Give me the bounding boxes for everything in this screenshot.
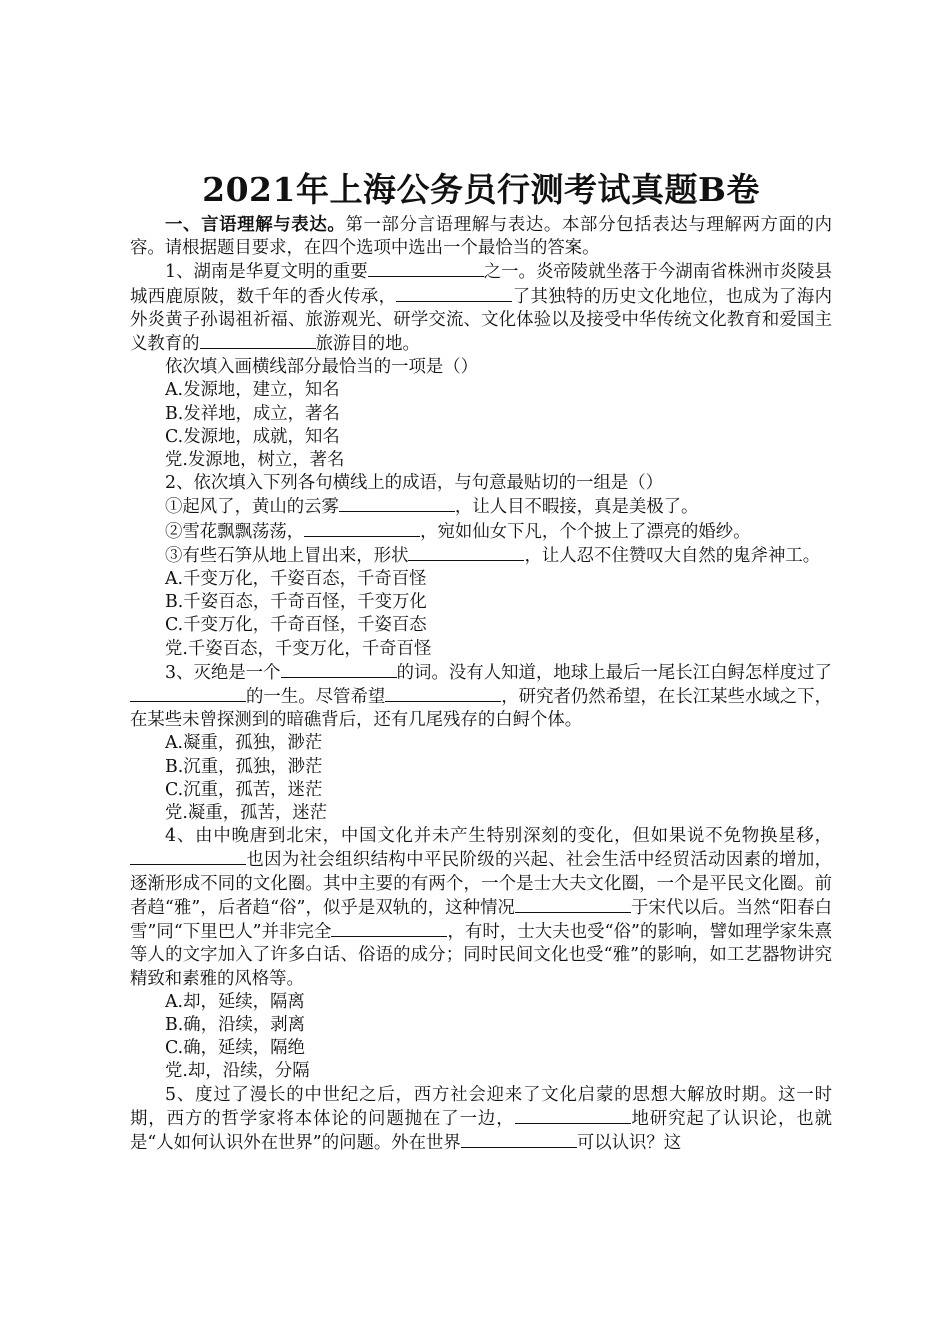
answer-blank [515,896,631,913]
answer-blank [339,495,455,512]
q3-option-b: B.沉重，孤独，渺茫 [165,756,323,777]
q2-option-b: B.千姿百态，千奇百怪，千变万化 [165,592,427,613]
question-4-stem [130,825,832,990]
q1-text-3: 了其独特的历史文化地位，也成为了海内外炎黄子孙谒祖祈福、旅游观光、研学交流、文化体验以及接受中华传统文化教育和爱国主义教育的 [130,286,832,355]
answer-blank [331,920,447,937]
q2-option-c: C.千变万化，千奇百怪，千姿百态 [165,615,427,636]
q3-text-4: ，研究者仍然希望，在长江某些水域之下，在某些未曾探测到的暗礁背后，还有几尾残存的白鲟个体。 [130,687,832,731]
q2-s2-text-a: ②雪花飘飘荡荡， [165,521,305,542]
q4-text-2: 也因为社会组织结构中平民阶级的兴起、社会生活中经贸活动因素的增加，逐渐形成不同的文化圈。其中主要的有两个，一个是士大夫文化圈，一个是平民文化圈。前者趋“雅”，后者趋“俗”，似乎是双轨的，这种情况 [130,850,832,918]
q2-sentence-3 [130,544,832,568]
q1-text-1: 1、湖南是华夏文明的重要 [165,262,368,283]
q2-s1-text-b: ，让人目不暇接，真是美极了。 [454,497,699,518]
q4-text-4: ，有时，士大夫也受“俗”的影响，譬如理学家朱熹等人的文字加入了许多白话、俗语的成分；同时民间文化也受“雅”的影响，如工艺器物讲究精致和素雅的风格等。 [130,922,832,989]
q2-option-d: 党.千姿百态，千变万化，千奇百怪 [165,638,432,659]
q4-option-a: A.却，延续，隔离 [165,991,305,1012]
question-3-stem [130,661,832,733]
q2-s2-text-b: ，宛如仙女下凡，个个披上了漂亮的婚纱。 [420,521,751,542]
q2-sentence-2 [130,520,832,544]
answer-blank [281,661,397,678]
q3-option-d: 党.凝重，孤苦，迷茫 [165,803,328,824]
answer-blank [368,260,484,277]
q3-text-2: 的词。没有人知道，地球上最后一尾长江白鲟怎样度过了 [396,662,832,683]
answer-blank [515,1107,631,1124]
document-page [130,168,832,1155]
answer-blank [130,848,246,865]
q2-option-a: A.千变万化，千姿百态，千奇百怪 [165,569,427,590]
q2-s1-text-a: ①起风了，黄山的云雾 [165,497,339,518]
q3-option-c: C.沉重，孤苦，迷茫 [165,779,323,800]
q4-option-b: B.确，沿续，剥离 [165,1014,306,1035]
q1-option-a: A.发源地，建立，知名 [165,380,340,401]
q1-option-d: 党.发源地，树立，著名 [165,450,345,471]
q4-option-d: 党.却，沿续，分隔 [165,1061,310,1082]
q1-text-2: 之一。炎帝陵就坐落于今湖南省株洲市炎陵县城西鹿原陂，数千年的香火传承， [130,262,832,307]
q2-s3-text-a: ③有些石笋从地上冒出来，形状 [165,545,409,566]
q1-option-b: B.发祥地，成立，著名 [165,403,340,424]
q3-text-1: 3、灭绝是一个 [165,662,281,683]
question-1-prompt: 依次填入画横线部分最恰当的一项是（） [165,357,479,378]
document-title: 2021年上海公务员行测考试真题B卷 [202,170,760,209]
q4-option-c: C.确，延续，隔绝 [165,1038,305,1059]
q4-text-3: 于宋代以后。当然“阳春白雪”同“下里巴人”并非完全 [130,897,832,943]
q1-text-4: 旅游目的地。 [315,334,420,355]
answer-blank [304,520,420,537]
q5-text-1: 5、度过了漫长的中世纪之后，西方社会迎来了文化启蒙的思想大解放时期。这一时期，西方的哲学家将本体论的问题抛在了一边， [130,1084,832,1129]
q1-option-c: C.发源地，成就，知名 [165,426,340,447]
question-2-stem: 2、依次填入下列各句横线上的成语，与句意最贴切的一组是（） [165,473,664,494]
q5-text-3: 可以认识？这 [576,1132,682,1153]
q2-sentence-1 [130,495,832,519]
answer-blank [200,332,316,349]
answer-blank [385,685,501,702]
answer-blank [130,685,246,702]
question-5-stem [130,1084,832,1156]
answer-blank [461,1131,577,1148]
q4-text-1: 4、由中晚唐到北宋，中国文化并未产生特别深刻的变化，但如果说不免物换星移， [165,826,832,847]
q3-option-a: A.凝重，孤独，渺茫 [165,733,323,754]
q3-text-3: 的一生。尽管希望 [246,687,386,708]
answer-blank [408,544,524,561]
q5-text-2: 地研究起了认识论，也就是“人如何认识外在世界”的问题。外在世界 [130,1108,832,1153]
answer-blank [396,285,512,302]
question-1-stem [130,260,832,356]
section-heading: 一、言语理解与表达。 [165,215,346,235]
section-intro [130,214,832,260]
q2-s3-text-b: ，让人忍不住赞叹大自然的鬼斧神工。 [524,545,821,566]
section-text: 第一部分言语理解与表达。本部分包括表达与理解两方面的内容。请根据题目要求，在四个选项中选出一个最恰当的答案。 [130,215,832,259]
